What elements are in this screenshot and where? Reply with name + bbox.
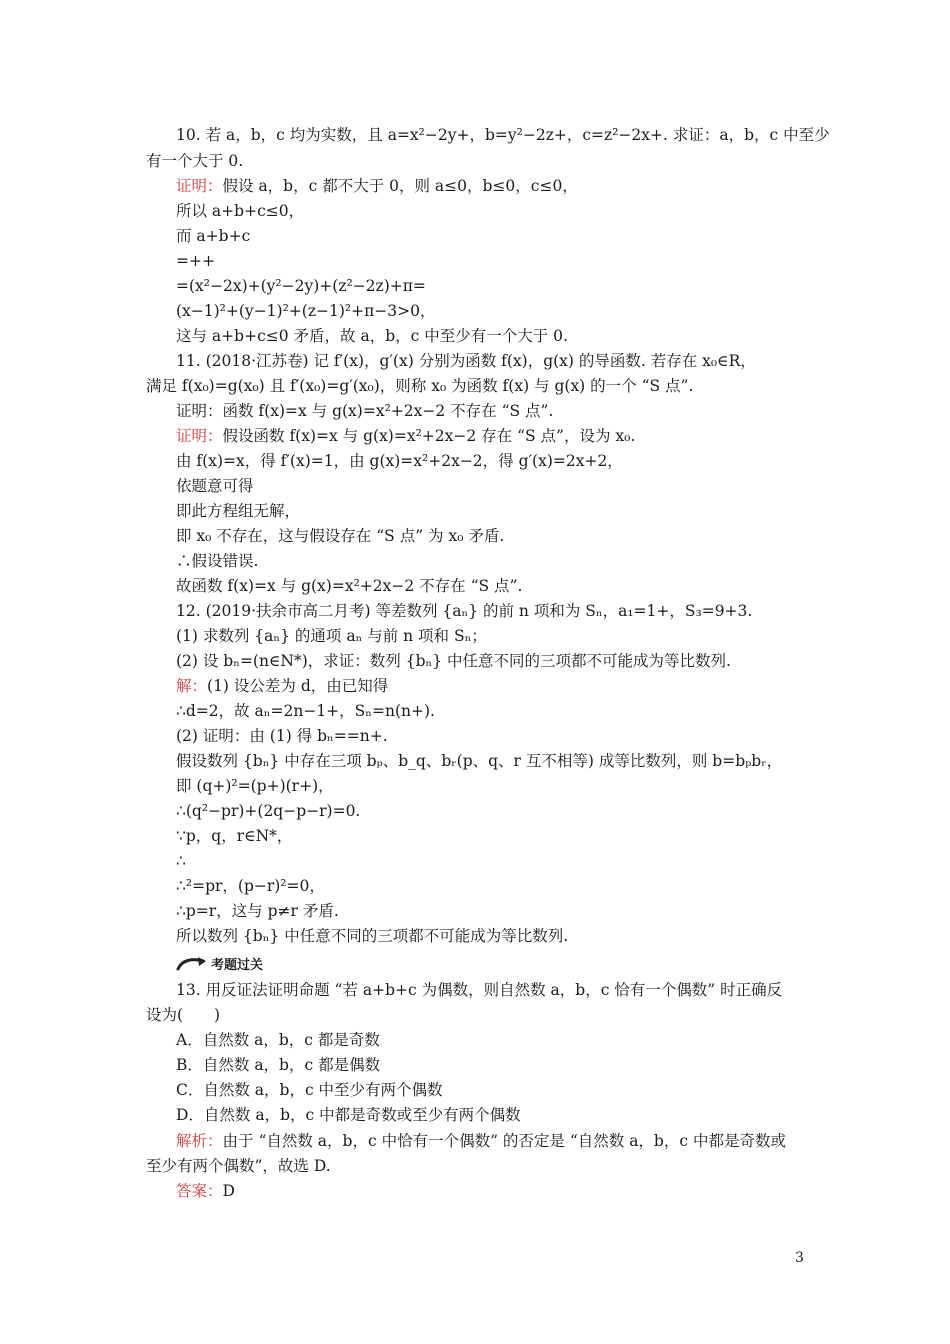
solution-12-line-3: (2) 证明：由 (1) 得 bₙ==n+. [176, 727, 388, 745]
answer-label: 答案： [176, 1182, 223, 1200]
proof-11-line-5: 即 x₀ 不存在，这与假设存在 “S 点” 为 x₀ 矛盾. [176, 527, 505, 545]
proof-11-line-2: 由 f(x)=x，得 f′(x)=1，由 g(x)=x²+2x−2，得 g′(x)=2x+2， [176, 452, 623, 470]
solution-12-line-4: 假设数列 {bₙ} 中存在三项 bₚ、b_q、bᵣ(p、q、r 互不相等) 成等比数列，则 b=bₚbᵣ， [176, 752, 783, 770]
solution-12-line-1: 解：(1) 设公差为 d，由已知得 [176, 677, 389, 695]
proof-11-line-1: 证明：假设函数 f(x)=x 与 g(x)=x²+2x−2 存在 “S 点”，设为 x₀. [176, 427, 636, 445]
page-number: 3 [795, 1250, 804, 1266]
section-header [176, 954, 263, 973]
problem-12-line-2: (1) 求数列 {aₙ} 的通项 aₙ 与前 n 项和 Sₙ； [176, 627, 487, 645]
problem-10-line-2: 有一个大于 0. [146, 152, 244, 170]
proof-10-line-7: 这与 a+b+c≤0 矛盾，故 a，b，c 中至少有一个大于 0. [176, 327, 568, 345]
solution-label: 解： [176, 677, 208, 695]
solution-12-line-10: ∴p=r，这与 p≠r 矛盾. [176, 902, 339, 920]
solution-12-line-9: ∴²=pr，(p−r)²=0， [176, 877, 325, 895]
problem-10-line-1: 10. 若 a，b，c 均为实数，且 a=x²−2y+，b=y²−2z+，c=z²−2x+. 求证：a，b，c 中至少 [176, 126, 830, 144]
solution-12-line-2: ∴d=2，故 aₙ=2n−1+，Sₙ=n(n+). [176, 702, 435, 720]
proof-11-line-3: 依题意可得 [176, 477, 254, 495]
proof-11-line-7: 故函数 f(x)=x 与 g(x)=x²+2x−2 不存在 “S 点”. [176, 577, 523, 595]
proof-10-line-4: =++ [176, 252, 215, 270]
proof-10-line-6: (x−1)²+(y−1)²+(z−1)²+π−3>0， [176, 302, 436, 320]
solution-12-line-5: 即 (q+)²=(p+)(r+)， [176, 777, 334, 795]
problem-13-line-2: 设为( ) [146, 1006, 221, 1024]
solution-12-line-7: ∵p，q，r∈N*， [176, 827, 293, 845]
option-a: A．自然数 a，b，c 都是奇数 [176, 1031, 380, 1049]
solution-12-line-6: ∴(q²−pr)+(2q−p−r)=0. [176, 802, 361, 820]
solution-12-line-11: 所以数列 {bₙ} 中任意不同的三项都不可能成为等比数列. [176, 927, 569, 945]
problem-11-line-1: 11. (2018·江苏卷) 记 f′(x)，g′(x) 分别为函数 f(x)，g(x) 的导函数. 若存在 x₀∈R， [176, 352, 756, 370]
problem-11-line-3: 证明：函数 f(x)=x 与 g(x)=x²+2x−2 不存在 “S 点”. [176, 402, 554, 420]
curved-arrow-icon [176, 956, 208, 972]
analysis-13-line-2: 至少有两个偶数”，故选 D. [146, 1157, 331, 1175]
answer-13: 答案：D [176, 1182, 235, 1200]
proof-label: 证明： [176, 177, 223, 195]
problem-13-line-1: 13. 用反证法证明命题 “若 a+b+c 为偶数，则自然数 a，b，c 恰有一个偶数” 时正确反 [176, 981, 783, 999]
problem-12-line-1: 12. (2019·扶余市高二月考) 等差数列 {aₙ} 的前 n 项和为 Sₙ，a₁=1+，S₃=9+3. [176, 602, 753, 620]
analysis-label: 解析： [176, 1132, 223, 1150]
proof-10-line-1: 证明：假设 a，b，c 都不大于 0，则 a≤0，b≤0，c≤0， [176, 177, 578, 195]
proof-10-line-5: =(x²−2x)+(y²−2y)+(z²−2z)+π= [176, 277, 426, 295]
solution-12-line-8: ∴ [176, 852, 186, 870]
proof-11-line-6: ∴假设错误. [176, 552, 259, 570]
proof-11-line-4: 即此方程组无解， [176, 502, 301, 520]
proof-10-line-3: 而 a+b+c [176, 227, 251, 245]
proof-label: 证明： [176, 427, 223, 445]
section-title: 考题过关 [211, 958, 264, 973]
problem-12-line-3: (2) 设 bₙ=(n∈N*)，求证：数列 {bₙ} 中任意不同的三项都不可能成为等比数列. [176, 652, 731, 670]
option-d: D．自然数 a，b，c 中都是奇数或至少有两个偶数 [176, 1106, 521, 1124]
analysis-13-line-1: 解析：由于 “自然数 a，b，c 中恰有一个偶数” 的否定是 “自然数 a，b，c 中都是奇数或 [176, 1132, 786, 1150]
option-c: C．自然数 a，b，c 中至少有两个偶数 [176, 1081, 443, 1099]
problem-11-line-2: 满足 f(x₀)=g(x₀) 且 f′(x₀)=g′(x₀)，则称 x₀ 为函数 f(x) 与 g(x) 的一个 “S 点”. [146, 377, 694, 395]
proof-10-line-2: 所以 a+b+c≤0， [176, 202, 305, 220]
option-b: B．自然数 a，b，c 都是偶数 [176, 1056, 381, 1074]
